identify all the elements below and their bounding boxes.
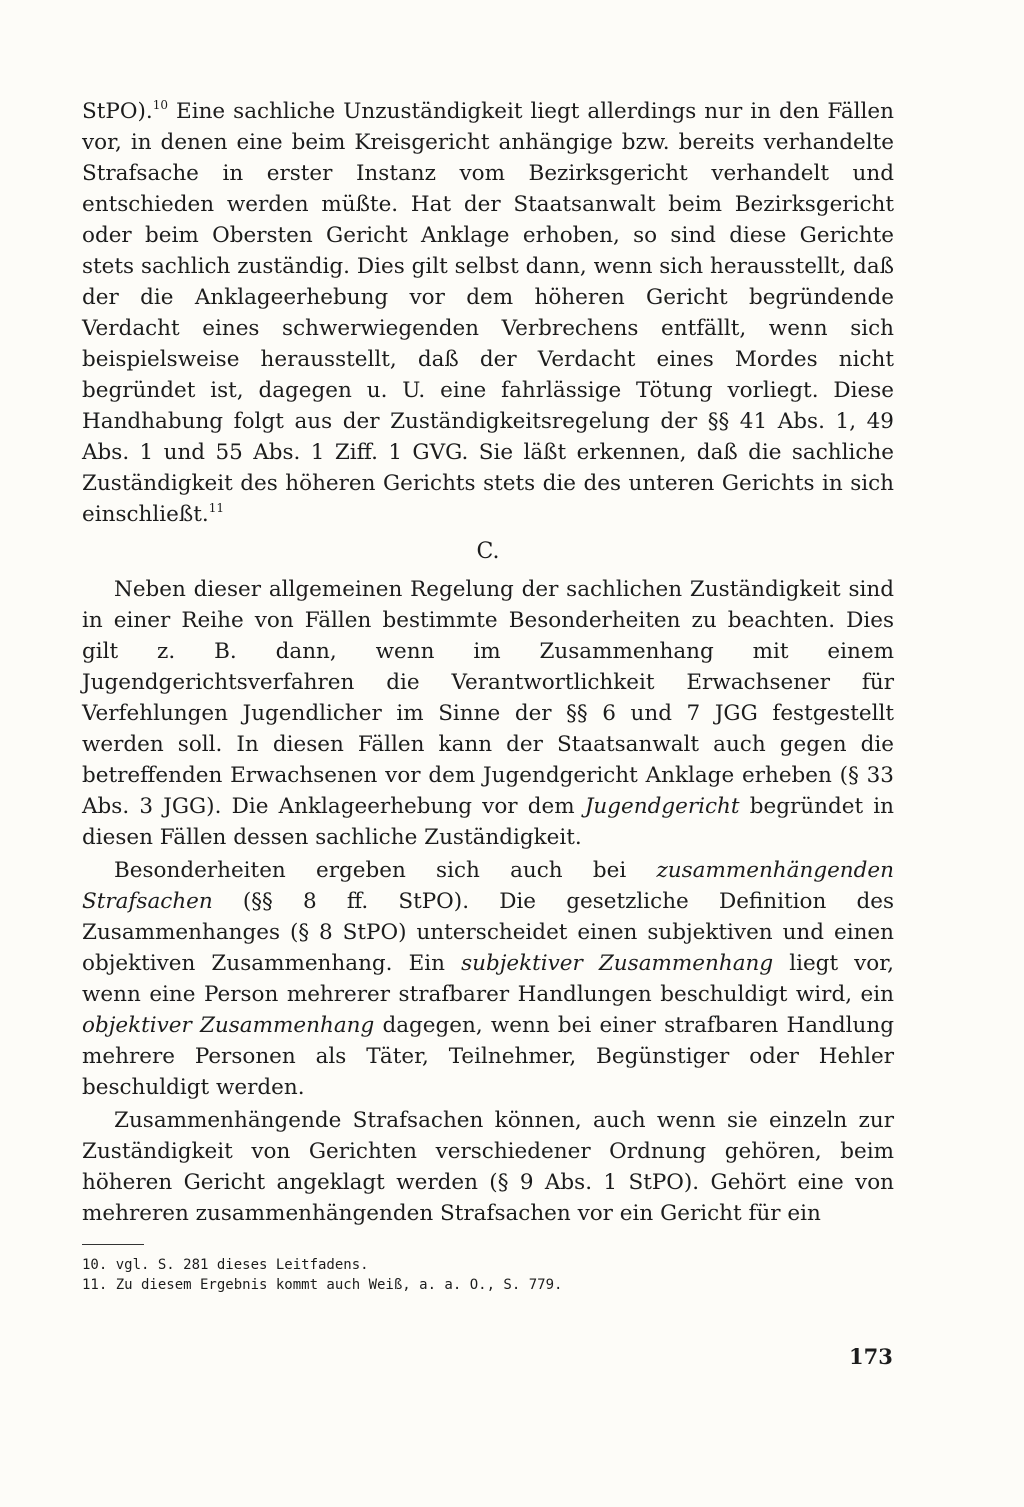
footnote-ref-11[interactable]: 11: [208, 501, 224, 515]
section-heading: C.: [476, 539, 500, 564]
paragraph-3: [82, 855, 894, 1103]
paragraph-text: begründet in diesen Fällen dessen sachliche Zuständigkeit.: [82, 794, 894, 850]
footnote-11: 11. Zu diesem Ergebnis kommt auch Weiß, a. a. O., S. 779.: [82, 1277, 563, 1293]
footnote-10: 10. vgl. S. 281 dieses Leitfadens.: [82, 1257, 369, 1273]
paragraph-text: Besonderheiten ergeben sich auch bei: [114, 858, 657, 883]
paragraph-text: Neben dieser allgemeinen Regelung der sachlichen Zuständigkeit sind in einer Reihe von Fällen bestimmte Besonderheiten zu beachten. Dies gilt z. B. dann, wenn im Zusammenhang mit einem Jugendgerichtsverfahren die Verantwortlichkeit Erwachsener für Verfehlungen Jugendlicher im Sinne der §§ 6 und 7 JGG festgestellt werden soll. In diesen Fällen kann der Staatsanwalt auch gegen die betreffenden Erwachsenen vor dem Jugendgericht Anklage erheben (§ 33 Abs. 3 JGG). Die Anklageerhebung vor dem: [82, 577, 894, 819]
paragraph-1: [82, 96, 894, 530]
paragraph-text: liegt vor, wenn eine Person mehrerer strafbarer Handlungen beschuldigt wird, ein: [82, 951, 894, 1007]
page-body: [82, 96, 894, 1295]
page-number: 173: [849, 1344, 893, 1369]
paragraph-2: [82, 574, 894, 853]
paragraph-text: Eine sachliche Unzuständigkeit liegt allerdings nur in den Fällen vor, in denen eine beim Kreisgericht anhängige bzw. bereits verhandelte Strafsache in erster Instanz vom Bezirksgericht verhandelt und entschieden werden müßte. Hat der Staatsanwalt beim Bezirksgericht oder beim Obersten Gericht Anklage erhoben, so sind diese Gerichte stets sachlich zuständig. Dies gilt selbst dann, wenn sich herausstellt, daß der die Anklageerhebung vor dem höheren Gericht begründende Verdacht eines schwerwiegenden Verbrechens entfällt, wenn sich beispielsweise herausstellt, daß der Verdacht eines Mordes nicht begründet ist, dagegen u. U. eine fahrlässige Tötung vorliegt. Diese Handhabung folgt aus der Zuständigkeitsregelung der §§ 41 Abs. 1, 49 Abs. 1 und 55 Abs. 1 Ziff. 1 GVG. Sie läßt erkennen, daß die sachliche Zuständigkeit des höheren Gerichts stets die des unteren Gerichts in sich einschließt.: [82, 99, 894, 527]
paragraph-text: (§§ 8 ff. StPO). Die gesetzliche Definition des Zusammenhanges (§ 8 StPO) unterscheidet einen subjektiven und einen objektiven Zusammenhang. Ein: [82, 889, 894, 976]
footnote-divider: [82, 1244, 144, 1245]
footnote-ref-10[interactable]: 10: [152, 98, 168, 112]
paragraph-text: Zusammenhängende Strafsachen können, auch wenn sie einzeln zur Zuständigkeit von Gerichten verschiedener Ordnung gehören, beim höheren Gericht angeklagt werden (§ 9 Abs. 1 StPO). Gehört eine von mehreren zusammenhängenden Strafsachen vor ein Gericht für ein: [82, 1108, 894, 1226]
emphasis-text: Jugendgericht: [584, 794, 740, 819]
emphasis-text: objektiver Zusammenhang: [82, 1013, 375, 1038]
emphasis-text: subjektiver Zusammenhang: [461, 951, 774, 976]
paragraph-text: StPO).: [82, 99, 153, 124]
paragraph-4: [82, 1105, 894, 1229]
emphasis-text: zusammenhängenden Strafsachen: [82, 858, 894, 914]
paragraph-text: dagegen, wenn bei einer strafbaren Handlung mehrere Personen als Täter, Teilnehmer, Begünstiger oder Hehler beschuldigt werden.: [82, 1013, 894, 1100]
